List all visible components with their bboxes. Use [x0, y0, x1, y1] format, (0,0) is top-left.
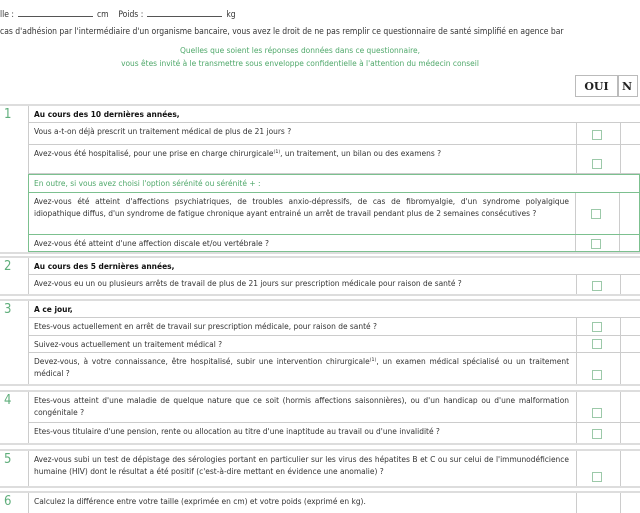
height-label: lle :: [0, 10, 14, 20]
question-text: Avez-vous été atteint d'une affection discale et/ou vertébrale ?: [34, 238, 269, 248]
question-text: Vous a-t-on déjà prescrit un traitement médical de plus de 21 jours ?: [34, 126, 292, 136]
column-header-non: N: [618, 75, 638, 97]
bank-notice-paragraph: cas d'adhésion par l'intermédiaire d'un organisme bancaire, vous avez le droit de ne pas remplir ce questionnaire de santé simplifié en agence bar: [0, 27, 564, 37]
oui-checkbox[interactable]: [592, 130, 602, 140]
weight-input[interactable]: [147, 8, 222, 17]
section-header: Au cours des 5 dernières années,: [34, 261, 175, 271]
question-row: [28, 423, 640, 443]
oui-checkbox[interactable]: [592, 370, 602, 380]
oui-checkbox[interactable]: [592, 429, 602, 439]
section-number: 4: [4, 393, 12, 408]
section-5: [0, 449, 640, 488]
oui-checkbox[interactable]: [592, 408, 602, 418]
oui-checkbox[interactable]: [592, 472, 602, 482]
section-number: 3: [4, 302, 12, 317]
section-6: [0, 491, 640, 513]
question-text: Calculez la différence entre votre taille (exprimée en cm) et votre poids (exprimé en kg).: [34, 496, 366, 506]
section-2: [0, 256, 640, 296]
question-text: Etes-vous titulaire d'une pension, rente ou allocation au titre d'une inaptitude au travail ou d'une invalidité ?: [34, 426, 440, 436]
section-header-row: [28, 258, 640, 275]
question-row: [28, 123, 640, 145]
section-header: A ce jour,: [34, 304, 73, 314]
question-text: Devez-vous, à votre connaissance, être hospitalisé, subir une intervention chirurgicale⁽¹⁾, un examen médical spécialisé ou un traitement médical ?: [34, 356, 569, 378]
weight-label: Poids :: [118, 10, 144, 20]
section-number: 5: [4, 452, 12, 467]
oui-checkbox[interactable]: [591, 209, 601, 219]
oui-checkbox[interactable]: [592, 281, 602, 291]
section-4: [0, 390, 640, 445]
section-header-row: [28, 301, 640, 318]
question-row: [29, 235, 639, 251]
section-number: 6: [4, 494, 12, 509]
oui-checkbox[interactable]: [592, 159, 602, 169]
notice-line-2: vous êtes invité à le transmettre sous enveloppe confidentielle à l'attention du médecin conseil: [121, 58, 479, 68]
question-row: [28, 392, 640, 423]
question-text: Etes-vous actuellement en arrêt de travail sur prescription médicale, pour raison de santé ?: [34, 321, 377, 331]
option-serenite-group: [28, 174, 640, 252]
question-row: [28, 145, 640, 174]
question-row: [28, 318, 640, 336]
cm-unit: cm: [96, 10, 109, 20]
question-text: Suivez-vous actuellement un traitement médical ?: [34, 339, 223, 349]
section-header: Au cours des 10 dernières années,: [34, 109, 180, 119]
oui-checkbox[interactable]: [592, 322, 602, 332]
question-text: Etes-vous atteint d'une maladie de quelque nature que ce soit (hormis affections saisonnières), ou d'un handicap ou d'une malformation congénitale ?: [34, 395, 569, 417]
question-row: [28, 275, 640, 294]
question-row: [28, 451, 640, 486]
question-text: Avez-vous eu un ou plusieurs arrêts de travail de plus de 21 jours sur prescription médicale pour raison de santé ?: [34, 278, 462, 288]
option-header: En outre, si vous avez choisi l'option sérénité ou sérénité + :: [34, 178, 261, 188]
question-row: [28, 353, 640, 384]
notice-line-1: Quelles que soient les réponses données dans ce questionnaire,: [179, 45, 421, 55]
question-text: Avez-vous été atteint d'affections psychiatriques, de troubles anxio-dépressifs, de cas de fibromyalgie, d'un syndrome polyalgique idiopathique diffus, d'un syndrome de fatigue chronique ayant entrainé un arrêt de travail pendant plus de 2 semaines consécutives ?: [34, 196, 569, 218]
height-weight-line: [0, 8, 236, 20]
question-text: Avez-vous été hospitalisé, pour une prise en charge chirurgicale⁽¹⁾, un traitement, un bilan ou des examens ?: [34, 148, 442, 158]
section-1: [0, 104, 640, 254]
option-header-row: [29, 175, 639, 193]
column-header-oui: OUI: [575, 75, 618, 97]
question-row: [29, 193, 639, 235]
kg-unit: kg: [226, 10, 236, 20]
height-input[interactable]: [18, 8, 93, 17]
section-3: [0, 299, 640, 386]
question-text: Avez-vous subi un test de dépistage des sérologies portant en particulier sur les virus des hépatites B et C ou sur celui de l'immunodéficience humaine (HIV) dont le résultat a été positif (c'est-à-dire mettant en évidence une anomalie) ?: [34, 454, 569, 476]
oui-checkbox[interactable]: [591, 239, 601, 249]
section-number: 1: [4, 107, 12, 122]
question-row: [28, 493, 640, 513]
section-header-row: [28, 106, 640, 123]
oui-checkbox[interactable]: [592, 339, 602, 349]
section-number: 2: [4, 259, 12, 274]
question-row: [28, 336, 640, 353]
